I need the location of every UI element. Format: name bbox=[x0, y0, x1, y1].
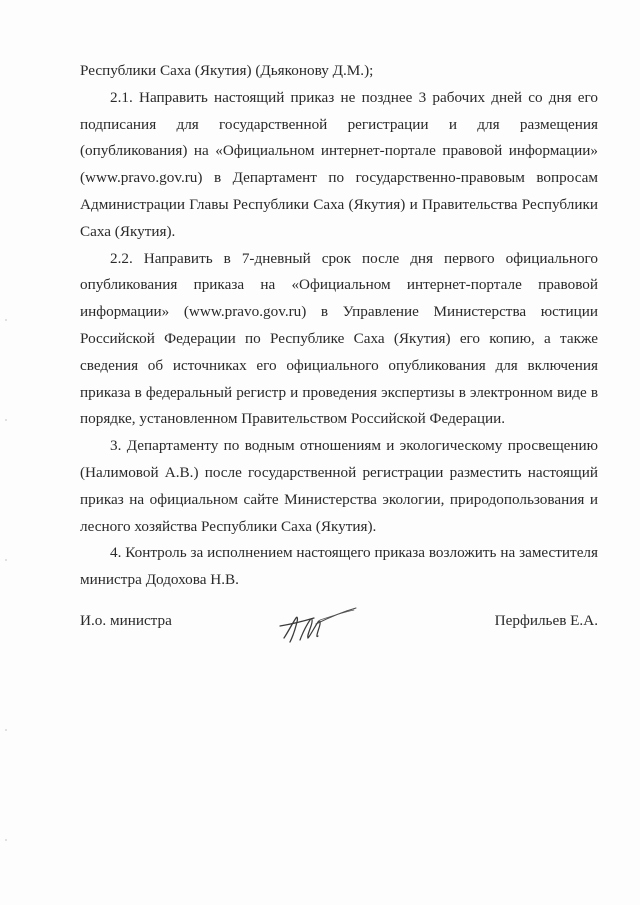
paragraph-2-1: 2.1. Направить настоящий приказ не позднее 3 рабочих дней со дня его подписания для государственной регистрации и для размещения (опубликования) на «Официальном интернет-портале правовой информации» (www.pravo.gov.ru) в Департамент по государственно-правовым вопросам Администрации Главы Республики Саха (Якутия) и Правительства Республики Саха (Якутия). bbox=[80, 88, 598, 240]
paragraph-2-2: 2.2. Направить в 7-дневный срок после дня первого официального опубликования приказа на «Официальном интернет-портале правовой информации» (www.pravo.gov.ru) в Управление Министерства юстиции Российской Федерации по Республике Саха (Якутия) его копию, а также сведения об источниках его официального опубликования для включения приказа в федеральный регистр и проведения экспертизы в электронном виде в порядке, установленном Правительством Российской Федерации. bbox=[80, 249, 598, 428]
handwritten-signature-icon bbox=[270, 602, 360, 650]
signer-name: Перфильев Е.А. bbox=[494, 612, 598, 629]
paragraph-4: 4. Контроль за исполнением настоящего приказа возложить на заместителя министра Додохова Н.В. bbox=[80, 544, 598, 589]
paragraph-3: 3. Департаменту по водным отношениям и экологическому просвещению (Налимовой А.В.) после государственной регистрации разместить настоящий приказ на официальном сайте Министерства экологии, природопользования и лесного хозяйства Республики Саха (Якутия). bbox=[80, 437, 598, 535]
scan-edge-marks bbox=[4, 300, 8, 890]
position-label: И.о. министра bbox=[80, 612, 172, 629]
paragraph-continuation: Республики Саха (Якутия) (Дьяконову Д.М.); bbox=[80, 62, 374, 79]
document-body bbox=[80, 58, 598, 594]
